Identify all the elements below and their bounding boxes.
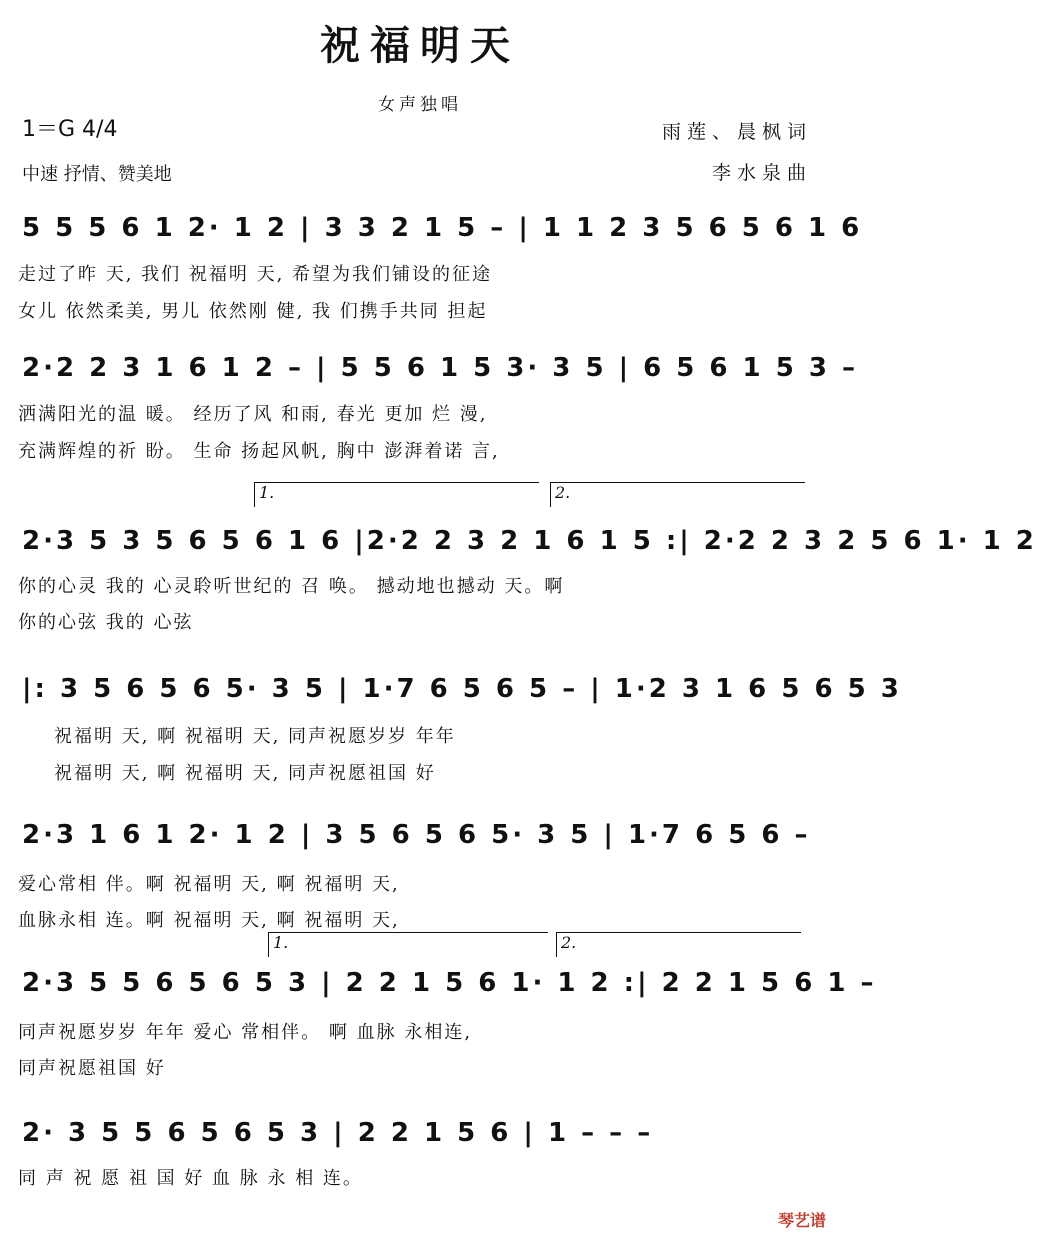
lyricist-credit: 雨莲、晨枫词 bbox=[661, 121, 812, 143]
notes-line: 2· 3 5 5 6 5 6 5 3 | 2 2 1 5 6 | 1 – – – bbox=[22, 1118, 654, 1148]
key-signature: 1＝G 4/4 bbox=[22, 117, 118, 142]
tempo-marking: 中速 抒情、赞美地 bbox=[22, 164, 172, 185]
notes-line: 2·2 2 3 1 6 1 2 – | 5 5 6 1 5 3· 3 5 | 6 5 6 1 5 3 – bbox=[22, 353, 858, 383]
volta-second-ending: 2. bbox=[556, 932, 801, 957]
lyrics-verse-1: 爱心常相 伴。啊 祝福明 天, 啊 祝福明 天, bbox=[18, 874, 400, 895]
volta-first-ending: 1. bbox=[254, 482, 539, 507]
page-title: 祝福明天 bbox=[320, 22, 520, 69]
lyrics-verse-1: 洒满阳光的温 暖。 经历了风 和雨, 春光 更加 烂 漫, bbox=[18, 404, 488, 425]
lyrics-verse-2: 充满辉煌的祈 盼。 生命 扬起风帆, 胸中 澎湃着诺 言, bbox=[18, 441, 500, 462]
lyrics-verse-1: 走过了昨 天, 我们 祝福明 天, 希望为我们铺设的征途 bbox=[18, 264, 493, 285]
lyrics-verse-2: 血脉永相 连。啊 祝福明 天, 啊 祝福明 天, bbox=[18, 910, 400, 931]
notes-line: 5 5 5 6 1 2· 1 2 | 3 3 2 1 5 – | 1 1 2 3 5 6 5 6 1 6 bbox=[22, 213, 863, 243]
lyrics-verse-2: 女儿 依然柔美, 男儿 依然刚 健, 我 们携手共同 担起 bbox=[18, 301, 488, 322]
subtitle: 女声独唱 bbox=[378, 95, 462, 115]
lyrics-verse-1: 同声祝愿岁岁 年年 爱心 常相伴。 啊 血脉 永相连, bbox=[18, 1022, 473, 1043]
lyrics-verse-1: 同 声 祝 愿 祖 国 好 血 脉 永 相 连。 bbox=[18, 1168, 363, 1189]
notes-line: |: 3 5 6 5 6 5· 3 5 | 1·7 6 5 6 5 – | 1·2 3 1 6 5 6 5 3 bbox=[22, 674, 902, 704]
notes-line: 2·3 5 3 5 6 5 6 1 6 |2·2 2 3 2 1 6 1 5 :| 2·2 2 3 2 5 6 1· 1 2 bbox=[22, 526, 1037, 556]
lyrics-verse-1: 你的心灵 我的 心灵聆听世纪的 召 唤。 撼动地也撼动 天。啊 bbox=[18, 576, 565, 597]
notes-line: 2·3 1 6 1 2· 1 2 | 3 5 6 5 6 5· 3 5 | 1·7 6 5 6 – bbox=[22, 820, 811, 850]
lyrics-verse-1: 祝福明 天, 啊 祝福明 天, 同声祝愿岁岁 年年 bbox=[54, 726, 456, 747]
lyrics-verse-2: 祝福明 天, 啊 祝福明 天, 同声祝愿祖国 好 bbox=[54, 763, 436, 784]
notes-line: 2·3 5 5 6 5 6 5 3 | 2 2 1 5 6 1· 1 2 :| 2 2 1 5 6 1 – bbox=[22, 968, 877, 998]
composer-credit: 李水泉曲 bbox=[711, 162, 812, 184]
watermark-logo: 琴艺谱 bbox=[777, 1211, 826, 1230]
lyrics-verse-2: 同声祝愿祖国 好 bbox=[18, 1058, 166, 1079]
volta-first-ending: 1. bbox=[268, 932, 548, 957]
volta-second-ending: 2. bbox=[550, 482, 805, 507]
lyrics-verse-2: 你的心弦 我的 心弦 bbox=[18, 612, 194, 633]
